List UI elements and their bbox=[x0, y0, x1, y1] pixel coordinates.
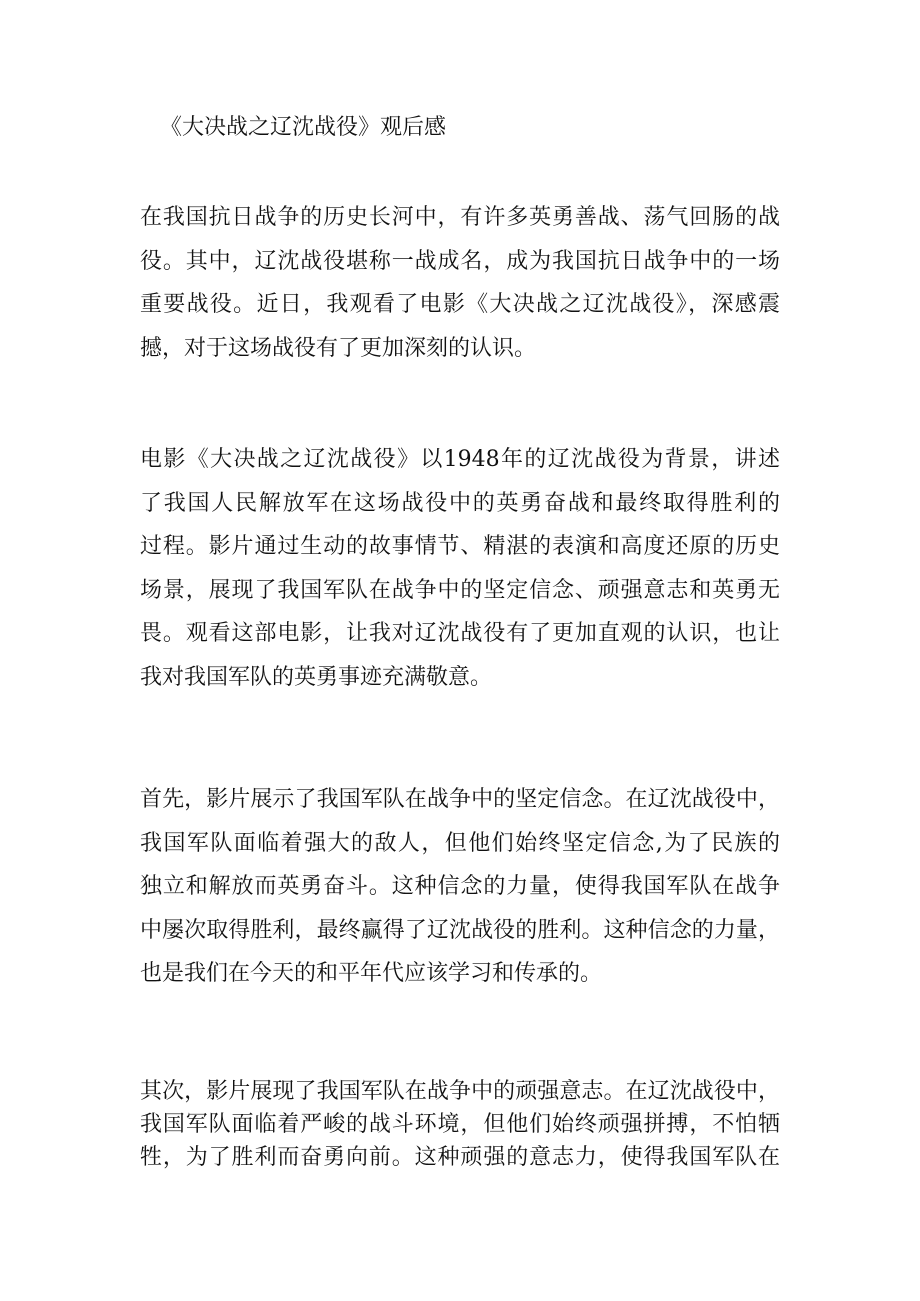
paragraph-line: 电影《大决战之辽沈战役》以1948年的辽沈战役为背景，讲述 bbox=[140, 447, 780, 472]
paragraph-line: 也是我们在今天的和平年代应该学习和传承的。 bbox=[140, 961, 603, 986]
paragraph-line: 过程。影片通过生动的故事情节、精湛的表演和高度还原的历史 bbox=[140, 534, 780, 559]
paragraph-firm-belief bbox=[140, 778, 780, 996]
paragraph-intro bbox=[140, 196, 780, 370]
paragraph-line: 牲，为了胜利而奋勇向前。这种顽强的意志力，使得我国军队在 bbox=[140, 1145, 780, 1170]
paragraph-line: 场景，展现了我国军队在战争中的坚定信念、顽强意志和英勇无 bbox=[140, 577, 780, 603]
paragraph-line: 了我国人民解放军在这场战役中的英勇奋战和最终取得胜利的 bbox=[140, 490, 780, 516]
paragraph-line: 在我国抗日战争的历史长河中，有许多英勇善战、荡气回肠的战 bbox=[140, 205, 780, 230]
paragraph-line: 中屡次取得胜利，最终赢得了辽沈战役的胜利。这种信念的力量， bbox=[140, 917, 780, 943]
paragraph-film-summary bbox=[140, 438, 780, 699]
paragraph-line: 首先，影片展示了我国军队在战争中的坚定信念。在辽沈战役中， bbox=[140, 787, 780, 812]
paragraph-line: 重要战役。近日，我观看了电影《大决战之辽沈战役》，深感震 bbox=[140, 292, 780, 317]
paragraph-line: 畏。观看这部电影，让我对辽沈战役有了更加直观的认识，也让 bbox=[140, 621, 780, 646]
paragraph-line: 独立和解放而英勇奋斗。这种信念的力量，使得我国军队在战争 bbox=[140, 874, 780, 899]
paragraph-line: 我国军队面临着严峻的战斗环境，但他们始终顽强拼搏，不怕牺 bbox=[140, 1112, 780, 1137]
paragraph-line: 我国军队面临着强大的敌人，但他们始终坚定信念,为了民族的 bbox=[140, 830, 780, 856]
paragraph-line: 我对我国军队的英勇事迹充满敬意。 bbox=[140, 664, 493, 690]
paragraph-line: 其次，影片展现了我国军队在战争中的顽强意志。在辽沈战役中， bbox=[140, 1079, 780, 1104]
paragraph-line: 役。其中，辽沈战役堪称一战成名，成为我国抗日战争中的一场 bbox=[140, 248, 780, 274]
paragraph-line: 撼，对于这场战役有了更加深刻的认识。 bbox=[140, 335, 537, 361]
document-title: 《大决战之辽沈战役》观后感 bbox=[160, 115, 447, 140]
paragraph-tenacious-will bbox=[140, 1075, 780, 1174]
